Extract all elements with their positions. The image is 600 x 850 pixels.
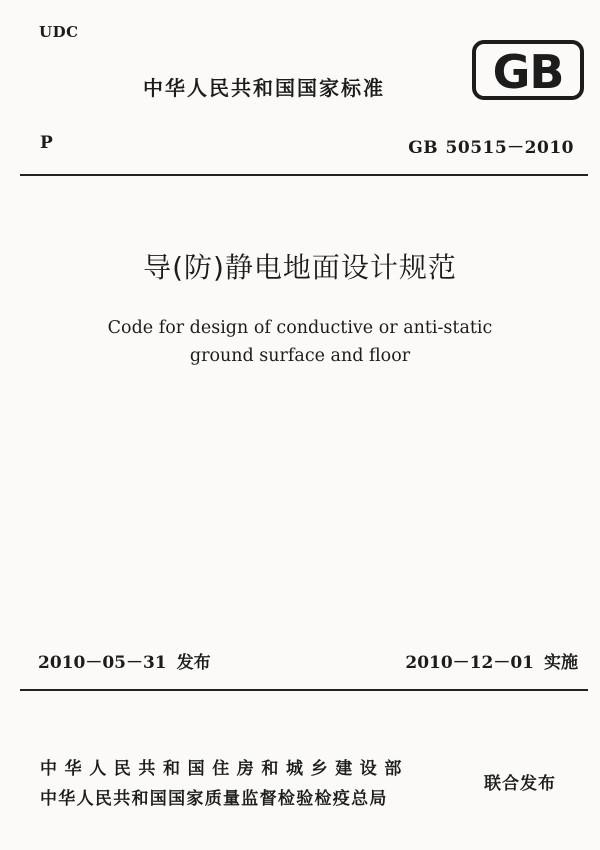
title-english-line1: Code for design of conductive or anti-static <box>107 318 493 338</box>
issuers-block <box>40 754 409 814</box>
issuer-ministry-housing: 中华人民共和国住房和城乡建设部 <box>40 759 409 779</box>
implement-date: 2010－12－01 <box>405 653 534 673</box>
gb-logo-text: GB <box>492 45 564 99</box>
udc-label: UDC <box>39 23 79 41</box>
title-chinese: 导(防)静电地面设计规范 <box>143 251 457 284</box>
standard-number: GB 50515－2010 <box>408 138 574 158</box>
title-english <box>0 314 600 370</box>
gb-logo <box>472 40 584 100</box>
implement-label: 实施 <box>544 653 578 673</box>
top-divider <box>20 174 588 176</box>
issuer-aqsiq: 中华人民共和国国家质量监督检验检疫总局 <box>40 789 388 809</box>
standard-name: 中华人民共和国国家标准 <box>143 76 385 100</box>
title-english-line2: ground surface and floor <box>189 346 411 366</box>
publish-date: 2010－05－31 <box>38 653 167 673</box>
category-code: P <box>40 133 53 153</box>
bottom-divider <box>20 689 588 691</box>
joint-issue-label: 联合发布 <box>484 774 556 794</box>
publish-info <box>38 648 211 673</box>
implement-info <box>405 648 578 673</box>
publish-label: 发布 <box>176 653 211 673</box>
